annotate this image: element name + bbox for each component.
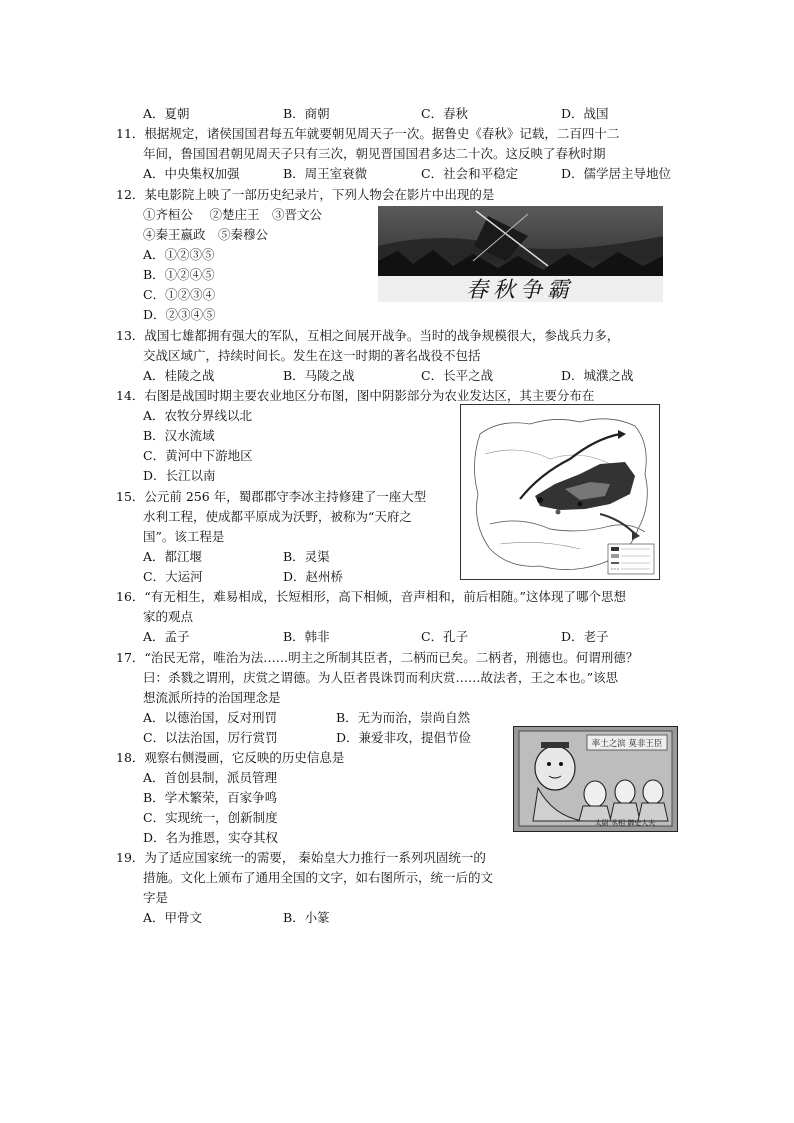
q13-option-c[interactable]: C．长平之战 (421, 368, 494, 383)
q17-option-a[interactable]: A．以德治国，反对刑罚 (143, 710, 278, 725)
q18-option-b[interactable]: B．学术繁荣，百家争鸣 (143, 790, 278, 805)
q11-option-d[interactable]: D．儒学居主导地位 (561, 166, 672, 181)
q17-stem-line-3: 想流派所持的治国理念是 (143, 690, 281, 705)
q17-option-d[interactable]: D．兼爱非攻，提倡节俭 (336, 730, 472, 745)
q14-option-a[interactable]: A．农牧分界线以北 (143, 408, 253, 423)
q10-option-a[interactable]: A．夏朝 (143, 106, 190, 121)
q17-stem-line-2: 曰：杀戮之谓刑，庆赏之谓德。为人臣者畏诛罚而利庆赏……故法者，王之本也。”该思 (143, 670, 619, 685)
q18-option-d[interactable]: D．名为推恩，实夺其权 (143, 830, 279, 845)
q16-stem-line-2: 家的观点 (143, 609, 194, 624)
q11-option-a[interactable]: A．中央集权加强 (143, 166, 240, 181)
q13-stem-line-1: 13．战国七雄都拥有强大的军队，互相之间展开战争。当时的战争规模很大，参战兵力多， (116, 328, 620, 343)
q17-stem-line-1: 17．“治民无常，唯治为法……明主之所制其臣者，二柄而已矣。二柄者，刑德也。何谓刑德？ (116, 650, 639, 665)
cartoon-caption-text: 太尉 丞相 御史大夫 (594, 819, 656, 827)
q16-option-d[interactable]: D．老子 (561, 629, 609, 644)
q15-option-a[interactable]: A．都江堰 (143, 549, 203, 564)
q15-stem-line-3: 国”。该工程是 (143, 529, 225, 544)
q14-option-d[interactable]: D．长江以南 (143, 468, 216, 483)
q12-option-c[interactable]: C．①②③④ (143, 287, 216, 302)
q12-option-d[interactable]: D．②③④⑤ (143, 307, 216, 322)
q11-stem-line-1: 11．根据规定，诸侯国国君每五年就要朝见周天子一次。据鲁史《春秋》记载，二百四十二 (116, 126, 620, 141)
q12-items-line-1: ①齐桓公 ②楚庄王 ③晋文公 (143, 207, 322, 222)
q10-option-d[interactable]: D．战国 (561, 106, 609, 121)
q17-option-b[interactable]: B．无为而治，崇尚自然 (336, 710, 471, 725)
q12-stem: 12．某电影院上映了一部历史纪录片，下列人物会在影片中出现的是 (116, 187, 495, 202)
q15-option-b[interactable]: B．灵渠 (283, 549, 330, 564)
q14-option-b[interactable]: B．汉水流域 (143, 428, 215, 443)
q16-stem-line-1: 16．“有无相生，难易相成，长短相形，高下相倾，音声相和，前后相随。”这体现了哪个思想 (116, 589, 626, 604)
q11-stem-line-2: 年间，鲁国国君朝见周天子只有三次，朝见晋国国君多达二十次。这反映了春秋时期 (143, 146, 606, 161)
q10-option-b[interactable]: B．商朝 (283, 106, 330, 121)
q19-option-a[interactable]: A．甲骨文 (143, 910, 203, 925)
q12-option-a[interactable]: A．①②③⑤ (143, 247, 215, 262)
q15-option-d[interactable]: D．赵州桥 (283, 569, 344, 584)
q13-option-b[interactable]: B．马陵之战 (283, 368, 355, 383)
q11-option-b[interactable]: B．周王室衰微 (283, 166, 368, 181)
q15-option-c[interactable]: C．大运河 (143, 569, 203, 584)
q18-stem: 18．观察右侧漫画，它反映的历史信息是 (116, 750, 345, 765)
q13-option-d[interactable]: D．城濮之战 (561, 368, 634, 383)
q15-stem-line-2: 水利工程，使成都平原成为沃野，被称为“天府之 (143, 509, 412, 524)
film-poster-image (378, 206, 663, 302)
q16-option-b[interactable]: B．韩非 (283, 629, 330, 644)
q19-stem-line-1: 19．为了适应国家统一的需要， 秦始皇大力推行一系列巩固统一的 (116, 850, 486, 865)
q18-option-c[interactable]: C．实现统一，创新制度 (143, 810, 278, 825)
q10-option-c[interactable]: C．春秋 (421, 106, 469, 121)
q13-option-a[interactable]: A．桂陵之战 (143, 368, 215, 383)
film-poster-title: 春秋争霸 (465, 278, 575, 302)
q12-option-b[interactable]: B．①②④⑤ (143, 267, 215, 282)
q19-stem-line-2: 措施。文化上颁布了通用全国的文字，如右图所示，统一后的文 (143, 870, 494, 885)
q13-stem-line-2: 交战区域广，持续时间长。发生在这一时期的著名战役不包括 (143, 348, 481, 363)
warring-states-agriculture-map (460, 404, 660, 580)
q19-stem-line-3: 字是 (143, 890, 169, 905)
q15-stem-line-1: 15．公元前 256 年，蜀郡郡守李冰主持修建了一座大型 (116, 489, 427, 504)
qin-cartoon-image (513, 726, 678, 832)
q16-option-c[interactable]: C．孔子 (421, 629, 469, 644)
q19-option-b[interactable]: B．小篆 (283, 910, 330, 925)
q14-stem: 14．右图是战国时期主要农业地区分布图，图中阴影部分为农业发达区，其主要分布在 (116, 388, 595, 403)
cartoon-banner-text: 率土之滨 莫非王臣 (591, 739, 663, 749)
q16-option-a[interactable]: A．孟子 (143, 629, 190, 644)
q14-option-c[interactable]: C．黄河中下游地区 (143, 448, 253, 463)
q12-items-line-2: ④秦王嬴政 ⑤秦穆公 (143, 227, 269, 242)
q11-option-c[interactable]: C．社会和平稳定 (421, 166, 519, 181)
q18-option-a[interactable]: A．首创县制，派员管理 (143, 770, 278, 785)
q17-option-c[interactable]: C．以法治国，厉行赏罚 (143, 730, 278, 745)
